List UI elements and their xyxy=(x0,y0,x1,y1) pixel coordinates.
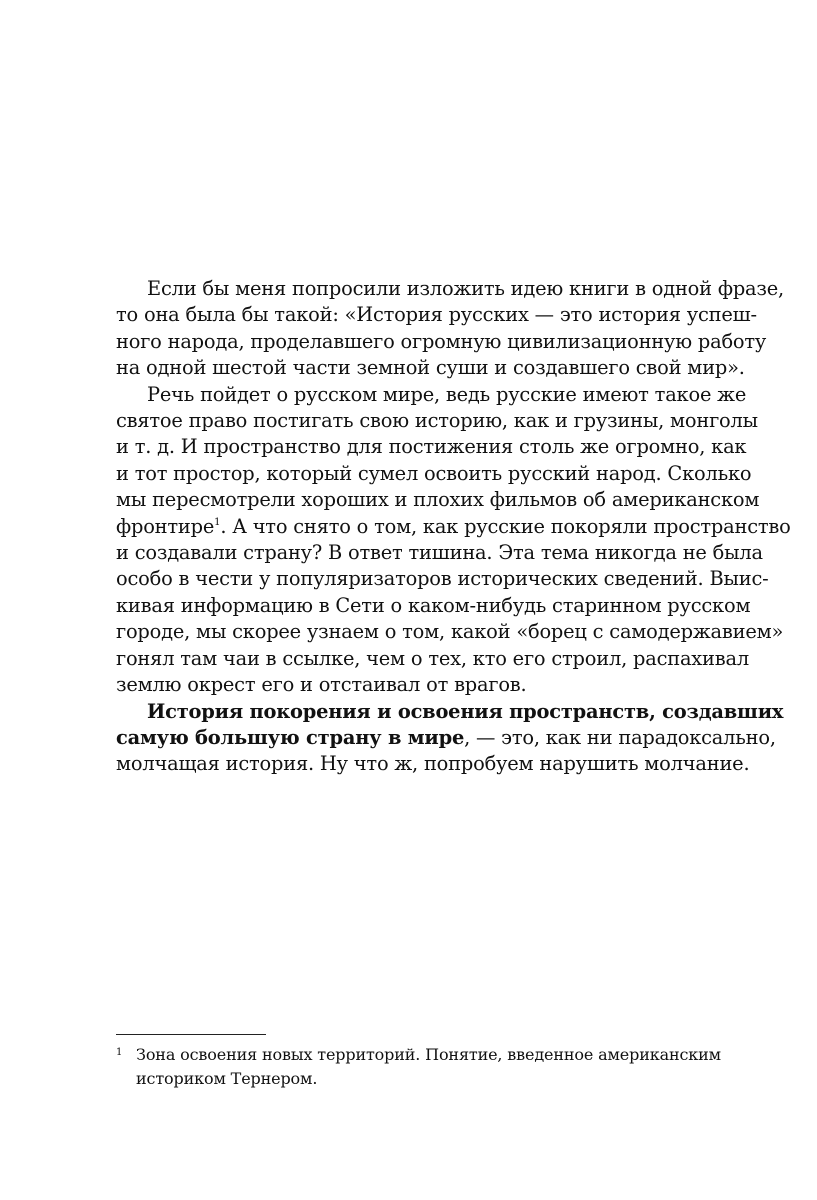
text-line-with-footnote-ref xyxy=(116,514,791,540)
text-line xyxy=(116,725,776,751)
footnote-line: историком Тернером. xyxy=(136,1068,318,1088)
text-line: Речь пойдет о русском мире, ведь русские имеют такое же xyxy=(147,382,747,406)
text-line: и создавали страну? В ответ тишина. Эта тема никогда не была xyxy=(116,541,763,565)
text-line: городе, мы скорее узнаем о том, какой «борец с самодержавием» xyxy=(116,620,784,644)
text-line-bold: История покорения и освоения пространств, создавших xyxy=(147,699,784,723)
footnote-text xyxy=(136,1043,730,1090)
text-line: святое право постигать свою историю, как и грузины, монголы xyxy=(116,409,758,433)
bold-phrase: самую большую страну в мире xyxy=(116,725,465,749)
text-line: кивая информацию в Сети о каком-нибудь старинном русском xyxy=(116,593,751,617)
footnote-line: Зона освоения новых территорий. Понятие, введенное американским xyxy=(136,1045,721,1064)
text-line: то она была бы такой: «История русских — это история успеш- xyxy=(116,303,757,327)
line-text-after-ref: . А что снято о том, как русские покоряли пространство xyxy=(220,514,791,538)
text-line: молчащая история. Ну что ж, попробуем нарушить молчание. xyxy=(116,752,750,776)
main-text xyxy=(116,276,791,778)
paragraph-1 xyxy=(116,276,785,382)
text-line: ного народа, проделавшего огромную цивилизационную работу xyxy=(116,329,767,353)
text-line: и т. д. И пространство для постижения столь же огромно, как xyxy=(116,435,747,459)
paragraph-3 xyxy=(116,699,784,778)
footnote-mark: 1 xyxy=(116,1047,123,1058)
text-line: гонял там чаи в ссылке, чем о тех, кто его строил, распахивал xyxy=(116,646,749,670)
line-rest: , — это, как ни парадоксально, xyxy=(464,725,776,749)
text-line: мы пересмотрели хороших и плохих фильмов об американском xyxy=(116,488,760,512)
footnote-reference[interactable]: 1 xyxy=(214,516,221,528)
text-line: особо в чести у популяризаторов исторических сведений. Выис- xyxy=(116,567,769,591)
text-line: землю окрест его и отстаивал от врагов. xyxy=(116,673,527,697)
text-line: и тот простор, который сумел освоить русский народ. Сколько xyxy=(116,461,752,485)
text-line: Если бы меня попросили изложить идею книги в одной фразе, xyxy=(147,277,785,300)
footnote-divider xyxy=(116,1034,266,1035)
line-text-before-ref: фронтире xyxy=(116,514,215,538)
footnote xyxy=(116,1043,730,1090)
paragraph-2 xyxy=(116,382,791,699)
text-line: на одной шестой части земной суши и создавшего свой мир». xyxy=(116,356,745,380)
